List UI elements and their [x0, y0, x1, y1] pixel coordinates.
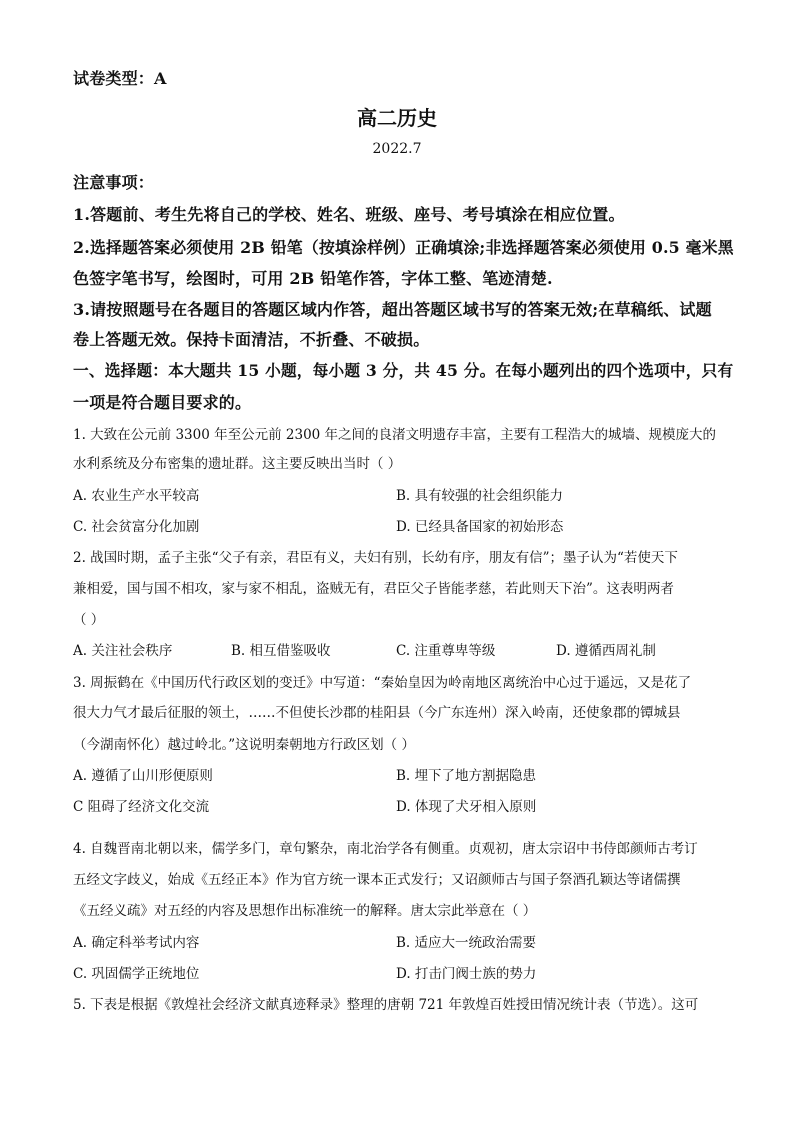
question-1-text-cont: 水利系统及分布密集的遗址群。这主要反映出当时（ ）	[73, 456, 402, 472]
section-heading-cont: 一项是符合题目要求的。	[73, 393, 252, 412]
q4-option-d: D. 打击门阀士族的势力	[396, 966, 537, 982]
q3-option-c: C 阻碍了经济文化交流	[73, 799, 210, 815]
q3-option-d: D. 体现了犬牙相入原则	[396, 799, 537, 815]
notice-item-3: 3.请按照题号在各题目的答题区域内作答，超出答题区域书写的答案无效;在草稿纸、试题	[73, 300, 712, 319]
question-4-text-cont-2: 《五经义疏》对五经的内容及思想作出标准统一的解释。唐太宗此举意在（ ）	[73, 903, 537, 919]
exam-title: 高二历史	[357, 106, 437, 130]
q1-option-d: D. 已经具备国家的初始形态	[396, 519, 564, 535]
question-2-text: 2. 战国时期，孟子主张“父子有亲，君臣有义，夫妇有别，长幼有序，朋友有信”；墨子认为“若使天下	[73, 550, 678, 566]
q4-option-b: B. 适应大一统政治需要	[396, 935, 537, 951]
notice-item-2: 2.选择题答案必须使用 2B 铅笔（按填涂样例）正确填涂;非选择题答案必须使用 0.5 毫米黑	[73, 238, 734, 257]
q2-option-a: A. 关注社会秩序	[73, 643, 173, 659]
q4-option-a: A. 确定科举考试内容	[73, 935, 200, 951]
notice-heading: 注意事项：	[73, 173, 155, 192]
question-5-text: 5. 下表是根据《敦煌社会经济文献真迹释录》整理的唐朝 721 年敦煌百姓授田情况统计表（节选）。这可	[73, 997, 699, 1013]
paper-type-label: 试卷类型：A	[73, 69, 167, 88]
question-3-text: 3. 周振鹤在《中国历代行政区划的变迁》中写道：“秦始皇因为岭南地区离统治中心过于遥远，又是花了	[73, 675, 692, 691]
q3-option-a: A. 遵循了山川形便原则	[73, 768, 213, 784]
q2-option-d: D. 遵循西周礼制	[556, 643, 656, 659]
q2-option-c: C. 注重尊卑等级	[396, 643, 496, 659]
question-4-text-cont: 五经文字歧义，始成《五经正本》作为官方统一课本正式发行；又诏颜师古与国子祭酒孔颖达等诸儒撰	[73, 872, 681, 888]
question-2-text-cont: 兼相爱，国与国不相攻，家与家不相乱，盗贼无有，君臣父子皆能孝慈，若此则天下治”。这表明两者	[73, 581, 674, 597]
notice-item-3-cont: 卷上答题无效。保持卡面清洁，不折叠、不破损。	[73, 330, 430, 349]
question-2-blank: （ ）	[73, 612, 105, 628]
question-3-text-cont: 很大力气才最后征服的领土，……不但使长沙郡的桂阳县（今广东连州）深入岭南，还使象郡的镡城县	[73, 705, 681, 721]
question-1-text: 1. 大致在公元前 3300 年至公元前 2300 年之间的良渚文明遗存丰富，主要有工程浩大的城墙、规模庞大的	[73, 427, 717, 443]
exam-date: 2022.7	[372, 141, 422, 157]
q2-option-b: B. 相互借鉴吸收	[231, 643, 331, 659]
q1-option-a: A. 农业生产水平较高	[73, 488, 200, 504]
q4-option-c: C. 巩固儒学正统地位	[73, 966, 200, 982]
q1-option-b: B. 具有较强的社会组织能力	[396, 488, 564, 504]
notice-item-1: 1.答题前、考生先将自己的学校、姓名、班级、座号、考号填涂在相应位置。	[73, 205, 625, 224]
question-4-text: 4. 自魏晋南北朝以来，儒学多门，章句繁杂，南北治学各有侧重。贞观初，唐太宗诏中书侍郎颜师古考订	[73, 841, 698, 857]
section-heading: 一、选择题：本大题共 15 小题，每小题 3 分，共 45 分。在每小题列出的四个选项中，只有	[73, 361, 734, 380]
notice-item-2-cont: 色签字笔书写，绘图时，可用 2B 铅笔作答，字体工整、笔迹清楚.	[73, 269, 553, 288]
q3-option-b: B. 埋下了地方割据隐患	[396, 768, 537, 784]
question-3-text-cont-2: （今湖南怀化）越过岭北。”这说明秦朝地方行政区划（ ）	[73, 737, 415, 753]
q1-option-c: C. 社会贫富分化加剧	[73, 519, 200, 535]
